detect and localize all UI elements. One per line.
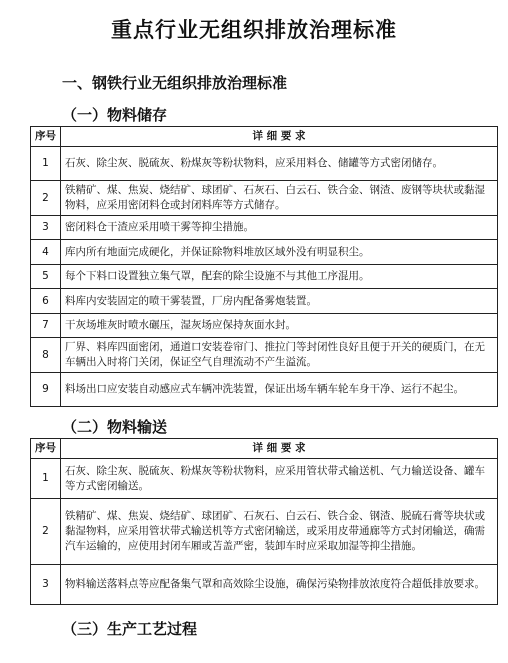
page-title: 重点行业无组织排放治理标准: [111, 18, 397, 42]
row-num: 1: [31, 459, 61, 499]
row-num: 1: [31, 147, 61, 181]
row-text: 石灰、除尘灰、脱硫灰、粉煤灰等粉状物料，应采用料仓、储罐等方式密闭储存。: [61, 147, 498, 181]
row-num: 3: [31, 216, 61, 240]
row-num: 5: [31, 265, 61, 289]
transport-requirements-table: [30, 438, 498, 605]
header-detail: 详 细 要 求: [61, 127, 498, 147]
header-detail: 详 细 要 求: [61, 439, 498, 459]
table-row: [31, 240, 498, 265]
subsection-heading-storage: （一）物料储存: [62, 106, 168, 124]
table-header-row: [31, 127, 498, 147]
row-num: 2: [31, 181, 61, 216]
row-num: 4: [31, 240, 61, 265]
section-heading: 一、钢铁行业无组织排放治理标准: [62, 74, 288, 92]
row-text: 铁精矿、煤、焦炭、烧结矿、球团矿、石灰石、白云石、铁合金、钢渣、废钢等块状或黏湿物料，应采用密闭料仓或封闭料库等方式储存。: [61, 181, 498, 216]
row-num: 8: [31, 338, 61, 373]
row-text: 每个下料口设置独立集气罩，配套的除尘设施不与其他工序混用。: [61, 265, 498, 289]
row-num: 3: [31, 565, 61, 605]
table-row: [31, 147, 498, 181]
row-text: 物料输送落料点等应配备集气罩和高效除尘设施，确保污染物排放浓度符合超低排放要求。: [61, 565, 498, 605]
table-row: [31, 216, 498, 240]
table-row: [31, 181, 498, 216]
table-row: [31, 373, 498, 407]
row-num: 9: [31, 373, 61, 407]
row-num: 6: [31, 289, 61, 314]
row-text: 料库内安装固定的喷干雾装置，厂房内配备雾炮装置。: [61, 289, 498, 314]
row-text: 石灰、除尘灰、脱硫灰、粉煤灰等粉状物料，应采用管状带式输送机、气力输送设备、罐车等方式密闭输送。: [61, 459, 498, 499]
table-row: [31, 289, 498, 314]
header-num: 序号: [31, 127, 61, 147]
row-text: 密闭料仓干渣应采用喷干雾等抑尘措施。: [61, 216, 498, 240]
row-num: 2: [31, 499, 61, 565]
storage-requirements-table: [30, 126, 498, 407]
table-header-row: [31, 439, 498, 459]
row-text: 料场出口应安装自动感应式车辆冲洗装置，保证出场车辆车轮车身干净、运行不起尘。: [61, 373, 498, 407]
subsection-heading-process: （三）生产工艺过程: [62, 620, 198, 638]
table-row: [31, 459, 498, 499]
row-num: 7: [31, 314, 61, 338]
row-text: 厂界、料库四面密闭，通道口安装卷帘门、推拉门等封闭性良好且便于开关的硬质门，在无车辆出入时将门关闭，保证空气自理流动不产生溢流。: [61, 338, 498, 373]
row-text: 库内所有地面完成硬化，并保证除物料堆放区域外没有明显积尘。: [61, 240, 498, 265]
row-text: 干灰场堆灰时喷水碾压，湿灰场应保持灰面水封。: [61, 314, 498, 338]
row-text: 铁精矿、煤、焦炭、烧结矿、球团矿、石灰石、白云石、铁合金、钢渣、脱硫石膏等块状或黏湿物料，应采用管状带式输送机等方式密闭输送，或采用皮带通廊等方式封闭输送，确需汽车运输的，应使用封闭车厢或苫盖严密，装卸车时应采取加湿等抑尘措施。: [61, 499, 498, 565]
header-num: 序号: [31, 439, 61, 459]
table-row: [31, 338, 498, 373]
table-row: [31, 314, 498, 338]
table-row: [31, 565, 498, 605]
table-row: [31, 499, 498, 565]
table-row: [31, 265, 498, 289]
subsection-heading-transport: （二）物料输送: [62, 418, 168, 436]
